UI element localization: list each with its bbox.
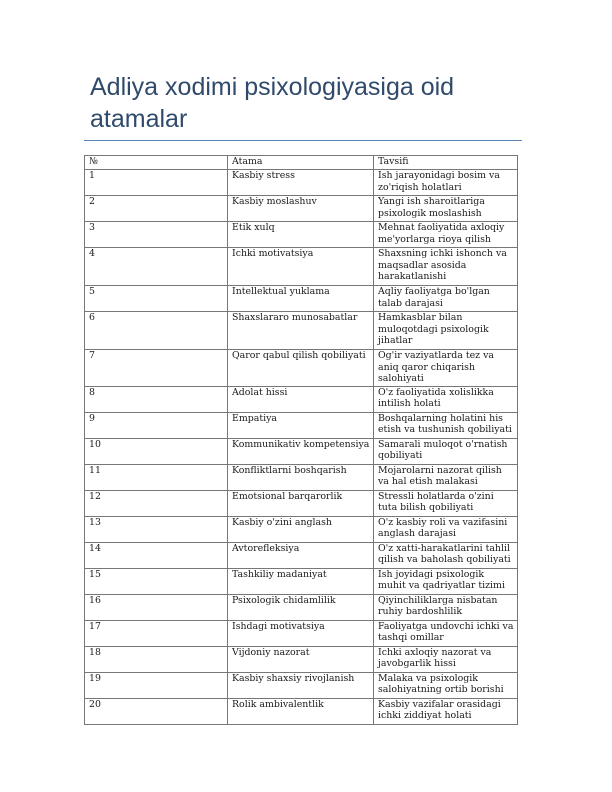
header-term: Atama bbox=[228, 156, 374, 170]
table-row bbox=[85, 248, 518, 286]
row-term: Ishdagi motivatsiya bbox=[228, 620, 374, 646]
row-term: Kasbiy moslashuv bbox=[228, 196, 374, 222]
table-row bbox=[85, 412, 518, 438]
row-description: Malaka va psixologik salohiyatning ortib borishi bbox=[374, 672, 518, 698]
row-description: Ichki axloqiy nazorat va javobgarlik hissi bbox=[374, 646, 518, 672]
row-description: Stressli holatlarda o'zini tuta bilish qobiliyati bbox=[374, 490, 518, 516]
row-number: 12 bbox=[85, 490, 228, 516]
row-number: 11 bbox=[85, 464, 228, 490]
row-term: Psixologik chidamlilik bbox=[228, 594, 374, 620]
row-term: Adolat hissi bbox=[228, 386, 374, 412]
row-term: Kasbiy shaxsiy rivojlanish bbox=[228, 672, 374, 698]
row-description: Boshqalarning holatini his etish va tushunish qobiliyati bbox=[374, 412, 518, 438]
row-description: Ish joyidagi psixologik muhit va qadriyatlar tizimi bbox=[374, 568, 518, 594]
table-body bbox=[85, 170, 518, 725]
table-row bbox=[85, 464, 518, 490]
row-number: 17 bbox=[85, 620, 228, 646]
table-row bbox=[85, 196, 518, 222]
table-row bbox=[85, 594, 518, 620]
row-term: Shaxslararo munosabatlar bbox=[228, 312, 374, 350]
row-term: Vijdoniy nazorat bbox=[228, 646, 374, 672]
terms-table bbox=[84, 155, 518, 725]
row-number: 13 bbox=[85, 516, 228, 542]
row-term: Ichki motivatsiya bbox=[228, 248, 374, 286]
table-row bbox=[85, 386, 518, 412]
table-row bbox=[85, 620, 518, 646]
row-description: Kasbiy vazifalar orasidagi ichki ziddiyat holati bbox=[374, 698, 518, 724]
row-number: 1 bbox=[85, 170, 228, 196]
row-number: 16 bbox=[85, 594, 228, 620]
row-number: 9 bbox=[85, 412, 228, 438]
row-term: Emotsional barqarorlik bbox=[228, 490, 374, 516]
row-description: Shaxsning ichki ishonch va maqsadlar asosida harakatlanishi bbox=[374, 248, 518, 286]
row-number: 7 bbox=[85, 350, 228, 387]
row-term: Kommunikativ kompetensiya bbox=[228, 438, 374, 464]
row-term: Rolik ambivalentlik bbox=[228, 698, 374, 724]
row-number: 8 bbox=[85, 386, 228, 412]
table-row bbox=[85, 350, 518, 387]
header-description: Tavsifi bbox=[374, 156, 518, 170]
row-description: Yangi ish sharoitlariga psixologik moslashish bbox=[374, 196, 518, 222]
row-number: 3 bbox=[85, 222, 228, 248]
table-row bbox=[85, 222, 518, 248]
row-number: 19 bbox=[85, 672, 228, 698]
table-row bbox=[85, 438, 518, 464]
row-number: 5 bbox=[85, 286, 228, 312]
row-description: Mehnat faoliyatida axloqiy me'yorlarga rioya qilish bbox=[374, 222, 518, 248]
row-description: Hamkasblar bilan muloqotdagi psixologik jihatlar bbox=[374, 312, 518, 350]
row-term: Intellektual yuklama bbox=[228, 286, 374, 312]
row-term: Qaror qabul qilish qobiliyati bbox=[228, 350, 374, 387]
row-description: Mojarolarni nazorat qilish va hal etish malakasi bbox=[374, 464, 518, 490]
row-term: Empatiya bbox=[228, 412, 374, 438]
row-term: Kasbiy o'zini anglash bbox=[228, 516, 374, 542]
row-term: Etik xulq bbox=[228, 222, 374, 248]
row-description: Qiyinchiliklarga nisbatan ruhiy bardoshlilik bbox=[374, 594, 518, 620]
title-underline bbox=[84, 140, 522, 141]
row-description: Samarali muloqot o'rnatish qobiliyati bbox=[374, 438, 518, 464]
table-row bbox=[85, 516, 518, 542]
row-description: Og'ir vaziyatlarda tez va aniq qaror chiqarish salohiyati bbox=[374, 350, 518, 387]
row-number: 6 bbox=[85, 312, 228, 350]
row-term: Avtorefleksiya bbox=[228, 542, 374, 568]
row-number: 18 bbox=[85, 646, 228, 672]
row-description: Ish jarayonidagi bosim va zo'riqish holatlari bbox=[374, 170, 518, 196]
row-description: O'z xatti-harakatlarini tahlil qilish va baholash qobiliyati bbox=[374, 542, 518, 568]
row-number: 10 bbox=[85, 438, 228, 464]
row-description: O'z kasbiy roli va vazifasini anglash darajasi bbox=[374, 516, 518, 542]
row-number: 15 bbox=[85, 568, 228, 594]
row-description: O'z faoliyatida xolislikka intilish holati bbox=[374, 386, 518, 412]
table-row bbox=[85, 286, 518, 312]
row-number: 14 bbox=[85, 542, 228, 568]
table-row bbox=[85, 490, 518, 516]
table-header-row bbox=[85, 156, 518, 170]
table-row bbox=[85, 542, 518, 568]
row-number: 2 bbox=[85, 196, 228, 222]
page-title: Adliya xodimi psixologiyasiga oid atamalar bbox=[90, 73, 455, 133]
row-term: Tashkiliy madaniyat bbox=[228, 568, 374, 594]
row-term: Kasbiy stress bbox=[228, 170, 374, 196]
row-term: Konfliktlarni boshqarish bbox=[228, 464, 374, 490]
table-row bbox=[85, 568, 518, 594]
row-description: Aqliy faoliyatga bo'lgan talab darajasi bbox=[374, 286, 518, 312]
row-number: 20 bbox=[85, 698, 228, 724]
header-number: № bbox=[85, 156, 228, 170]
row-description: Faoliyatga undovchi ichki va tashqi omillar bbox=[374, 620, 518, 646]
table-row bbox=[85, 646, 518, 672]
table-row bbox=[85, 672, 518, 698]
table-row bbox=[85, 698, 518, 724]
table-row bbox=[85, 312, 518, 350]
table-row bbox=[85, 170, 518, 196]
row-number: 4 bbox=[85, 248, 228, 286]
